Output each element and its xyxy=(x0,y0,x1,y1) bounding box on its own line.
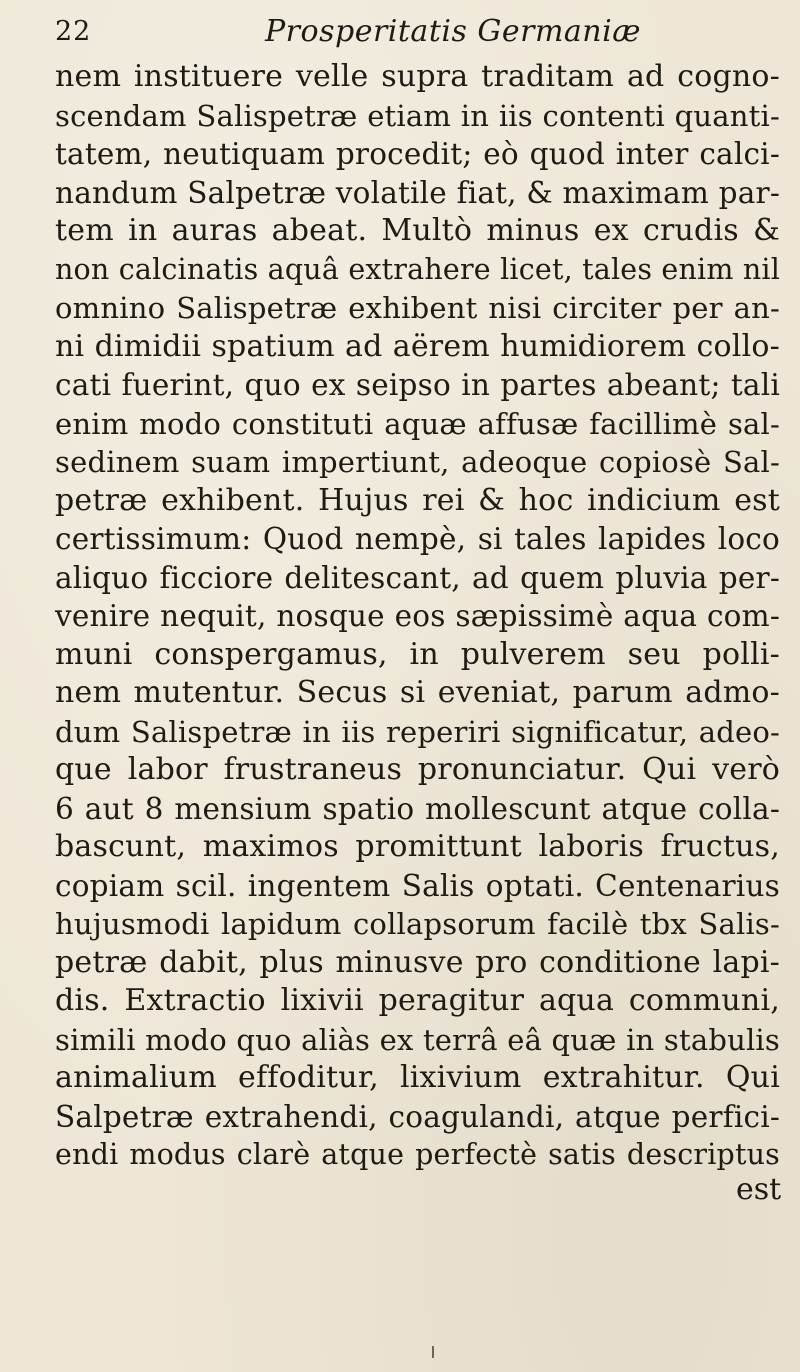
text-line: hujusmodi lapidum collapsorum facilè tbx Salis- xyxy=(55,907,780,941)
text-line: aliquo ficciore delitescant, ad quem pluvia per- xyxy=(55,560,780,595)
page-header xyxy=(55,10,775,50)
text-line: venire nequit, nosque eos sæpissimè aqua com- xyxy=(55,599,780,633)
text-line: sedinem suam impertiunt, adeoque copiosè Sal- xyxy=(55,445,780,479)
text-line: endi modus clarè atque perfectè satis descriptus xyxy=(55,1138,780,1171)
text-line: scendam Salispetræ etiam in iis contenti quanti- xyxy=(55,98,780,133)
body-text xyxy=(55,58,780,1175)
page-number: 22 xyxy=(55,16,92,47)
text-line: nandum Salpetræ volatile fiat, & maximam par- xyxy=(55,175,780,210)
text-line: bascunt, maximos promittunt laboris fructus, xyxy=(55,829,780,864)
running-title: Prosperitatis Germaniæ xyxy=(265,14,641,49)
text-line: tem in auras abeat. Multò minus ex crudis & xyxy=(55,213,780,248)
text-line: petræ exhibent. Hujus rei & hoc indicium est xyxy=(55,482,780,518)
catchword: est xyxy=(736,1172,782,1207)
text-line: omnino Salispetræ exhibent nisi circiter per an- xyxy=(55,291,780,325)
text-line: enim modo constituti aquæ affusæ facillimè sal- xyxy=(55,406,780,441)
text-line: simili modo quo aliàs ex terrâ eâ quæ in stabulis xyxy=(55,1022,780,1057)
text-line: nem mutentur. Secus si eveniat, parum admo- xyxy=(55,675,780,710)
text-line: animalium effoditur, lixivium extrahitur. Qui xyxy=(55,1060,780,1095)
text-line: 6 aut 8 mensium spatio mollescunt atque colla- xyxy=(55,791,780,826)
text-line: copiam scil. ingentem Salis optati. Centenarius xyxy=(55,868,780,903)
text-line: cati fuerint, quo ex seipso in partes abeant; tali xyxy=(55,368,780,402)
text-line: petræ dabit, plus minusve pro conditione lapi- xyxy=(55,944,780,980)
ink-speck xyxy=(432,1346,434,1358)
text-line: dum Salispetræ in iis reperiri significatur, adeo- xyxy=(55,714,780,749)
text-line: tatem, neutiquam procedit; eò quod inter calci- xyxy=(55,137,780,171)
text-line: nem instituere velle supra traditam ad cogno- xyxy=(55,59,780,94)
text-line: que labor frustraneus pronunciatur. Qui verò xyxy=(55,752,780,787)
text-line: muni conspergamus, in pulverem seu polli- xyxy=(55,636,780,672)
text-line: Salpetræ extrahendi, coagulandi, atque perfici- xyxy=(55,1099,780,1134)
text-line: dis. Extractio lixivii peragitur aqua communi, xyxy=(55,983,780,1018)
text-line: certissimum: Quod nempè, si tales lapides loco xyxy=(55,522,780,556)
text-line: non calcinatis aquâ extrahere licet, tales enim nil xyxy=(55,252,781,286)
text-line: ni dimidii spatium ad aërem humidiorem collo- xyxy=(55,328,780,364)
